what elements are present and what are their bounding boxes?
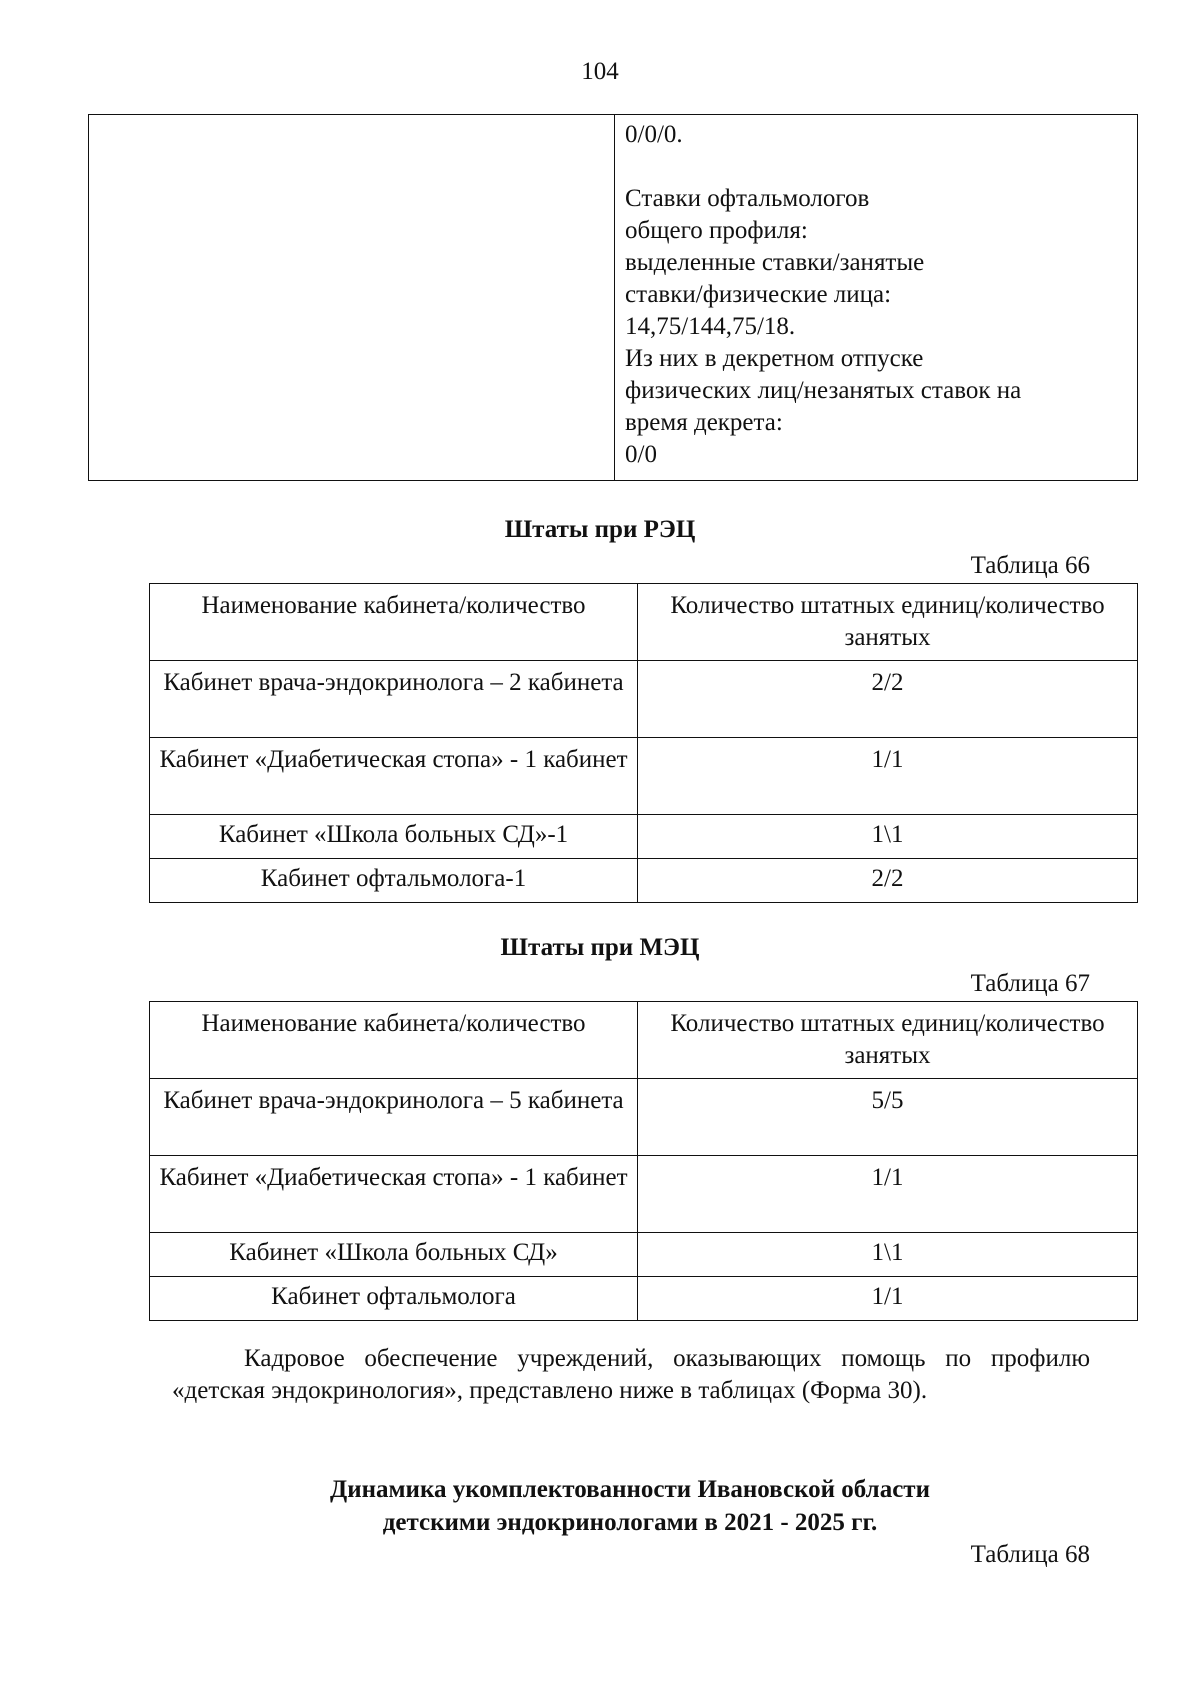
dynamics-heading-line: Динамика укомплектованности Ивановской области [330, 1476, 930, 1503]
table-cell: 1/1 [638, 738, 1138, 815]
table-cell: 5/5 [638, 1079, 1138, 1156]
text-line: 0/0 [625, 441, 657, 468]
dynamics-heading [0, 1473, 1200, 1539]
table-cell: 1/1 [638, 1156, 1138, 1233]
table-cell: 2/2 [638, 661, 1138, 738]
table-row [150, 1277, 1138, 1321]
table-cell: 1/1 [638, 1277, 1138, 1321]
dynamics-heading-line: детскими эндокринологами в 2021 - 2025 гг. [382, 1509, 878, 1536]
table-header-row [150, 584, 1138, 661]
table-row [150, 1156, 1138, 1233]
table-cell: Кабинет «Диабетическая стопа» - 1 кабинет [150, 1156, 638, 1233]
table-row [150, 1079, 1138, 1156]
table-row [150, 661, 1138, 738]
header-cell-name: Наименование кабинета/количество [150, 1002, 638, 1079]
continuation-table [88, 114, 1138, 481]
text-line: Ставки офтальмологов [625, 185, 870, 212]
header-cell-count: Количество штатных единиц/количество занятых [638, 584, 1138, 661]
header-cell-count: Количество штатных единиц/количество занятых [638, 1002, 1138, 1079]
table-row [150, 738, 1138, 815]
table-cell: Кабинет офтальмолога [150, 1277, 638, 1321]
text-line: ставки/физические лица: [625, 281, 892, 308]
continuation-empty-cell [89, 115, 615, 481]
text-line: физических лиц/незанятых ставок на [625, 377, 1022, 404]
header-cell-name: Наименование кабинета/количество [150, 584, 638, 661]
mec-table-label: Таблица 67 [970, 970, 1090, 997]
text-line: 14,75/144,75/18. [625, 313, 796, 340]
mec-heading: Штаты при МЭЦ [500, 934, 700, 961]
rec-heading: Штаты при РЭЦ [504, 516, 696, 543]
dynamics-table-label: Таблица 68 [970, 1541, 1090, 1568]
table-cell: 1\1 [638, 815, 1138, 859]
table-cell: 2/2 [638, 859, 1138, 903]
text-line: время декрета: [625, 409, 783, 436]
table-row [150, 815, 1138, 859]
text-line: общего профиля: [625, 217, 808, 244]
body-paragraph: Кадровое обеспечение учреждений, оказывающих помощь по профилю «детская эндокринология», представлено ниже в таблицах (Форма 30). [172, 1345, 1090, 1404]
text-line: выделенные ставки/занятые [625, 249, 925, 276]
text-line: Из них в декретном отпуске [625, 345, 924, 372]
table-row [150, 1233, 1138, 1277]
table-cell: Кабинет «Школа больных СД» [150, 1233, 638, 1277]
table-cell: Кабинет врача-эндокринолога – 2 кабинета [150, 661, 638, 738]
table-header-row [150, 1002, 1138, 1079]
table-cell: Кабинет офтальмолога-1 [150, 859, 638, 903]
table-cell: Кабинет «Школа больных СД»-1 [150, 815, 638, 859]
rec-table-label: Таблица 66 [970, 552, 1090, 579]
table-row [150, 859, 1138, 903]
rec-staff-table [149, 583, 1138, 903]
text-line: 0/0/0. [625, 121, 683, 148]
table-cell: Кабинет «Диабетическая стопа» - 1 кабинет [150, 738, 638, 815]
table-cell: Кабинет врача-эндокринолога – 5 кабинета [150, 1079, 638, 1156]
page-number: 104 [581, 58, 619, 85]
table-cell: 1\1 [638, 1233, 1138, 1277]
continuation-text-cell [615, 115, 1138, 481]
mec-staff-table [149, 1001, 1138, 1321]
